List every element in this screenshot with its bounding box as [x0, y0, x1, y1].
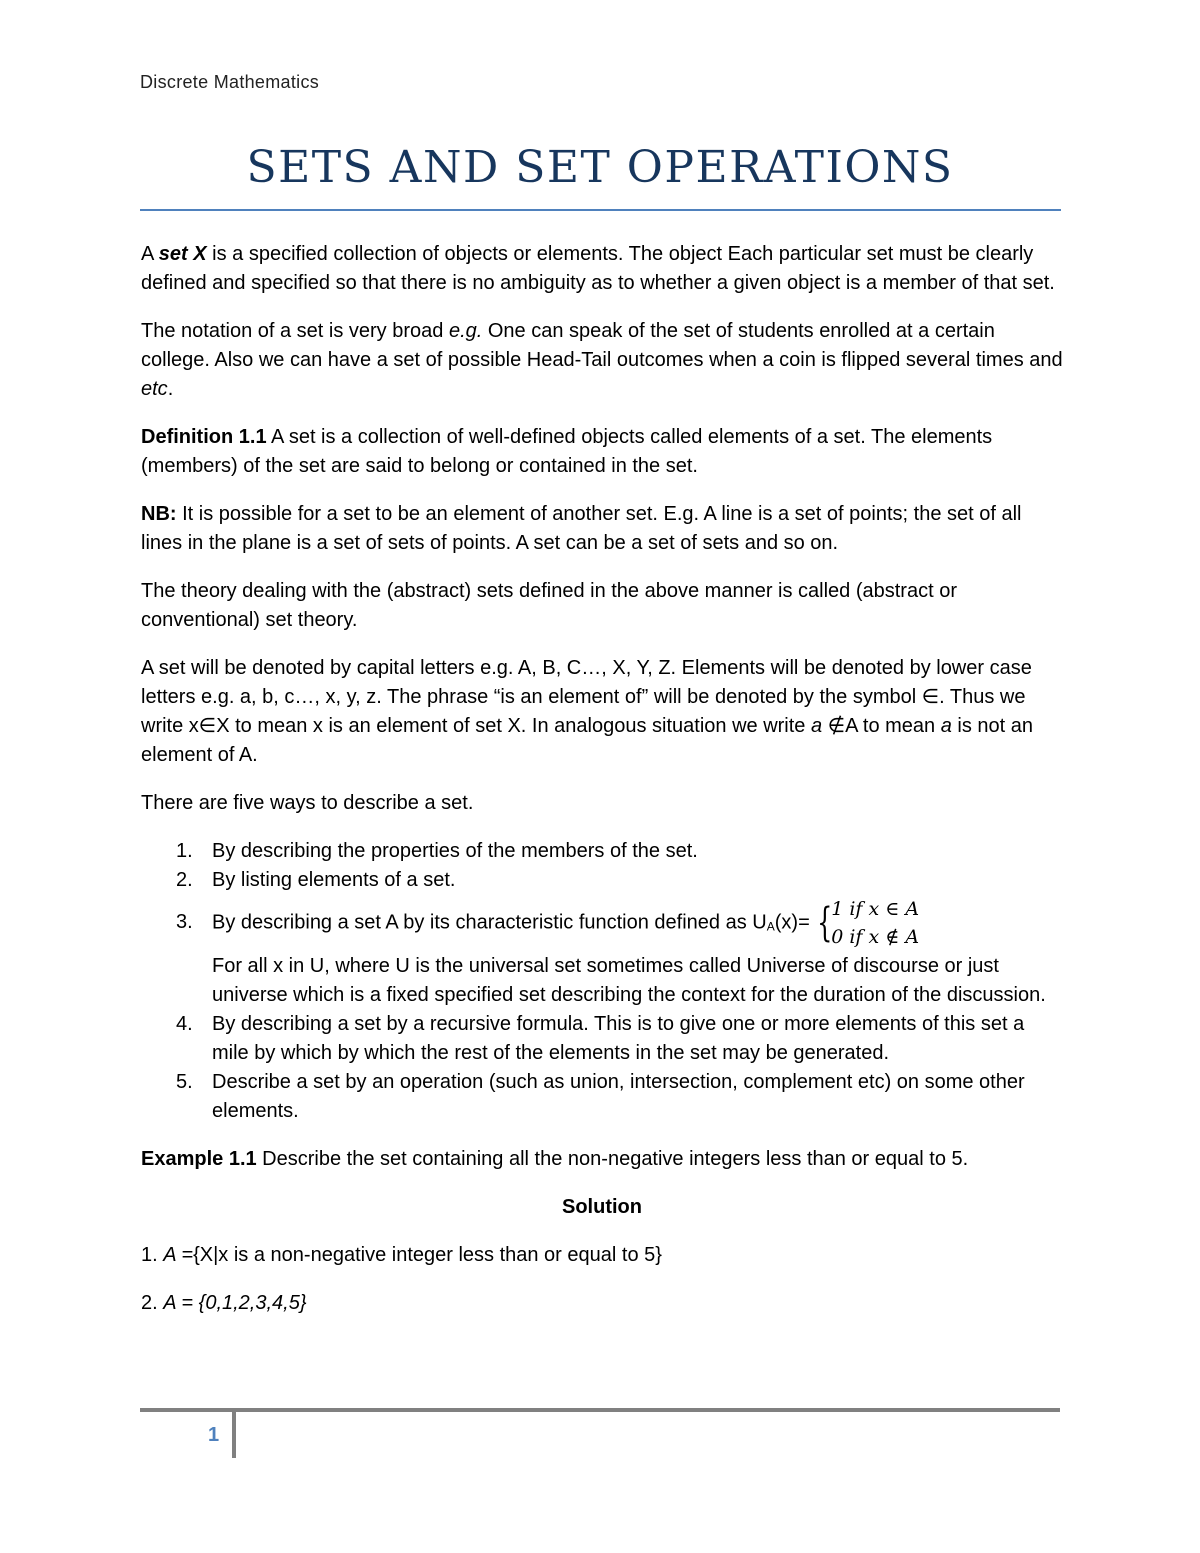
running-header: Discrete Mathematics [140, 72, 320, 92]
text-run: A set will be denoted by capital letters e.g. A, B, C…, X, Y, Z. Elements will be denoted by lower case letters e.g. a, b, c…, x, y, z. The phrase “is an element of” will be denoted by the symbol ∈. Thus we write x∈X to mean x is an element of set X. In analogous situation we write [141, 657, 1032, 737]
text-run: is a specified collection of objects or elements. The object Each particular set must be clearly defined and specified so that there is no ambiguity as to whether a given object is a member of that set. [141, 243, 1055, 294]
paragraph-example [141, 1145, 1063, 1174]
note-text: It is possible for a set to be an element of another set. E.g. A line is a set of points; the set of all lines in the plane is a set of sets of points. A set can be a set of sets and so on. [141, 503, 1022, 554]
definition-label: Definition 1.1 [141, 426, 267, 448]
list-number: 1. [176, 840, 193, 862]
solution-set-listing: A = {0,1,2,3,4,5} [163, 1292, 307, 1314]
characteristic-function [812, 894, 919, 952]
text-run-italic: etc [141, 378, 168, 400]
paragraph-five-ways: There are five ways to describe a set. [141, 792, 474, 814]
paragraph-denotation [141, 654, 1063, 770]
paragraph-set-theory: The theory dealing with the (abstract) sets defined in the above manner is called (abstract or conventional) set theory. [141, 580, 957, 631]
solution-line-2 [141, 1289, 1063, 1318]
paragraph-notation [141, 317, 1063, 404]
text-run: The notation of a set is very broad [141, 320, 449, 342]
solution-line-1 [141, 1241, 1063, 1270]
solution-number: 1. [141, 1244, 164, 1266]
list-item [141, 1068, 1063, 1126]
list-item-continuation: For all x in U, where U is the universal set sometimes called Universe of discourse or just universe which is a fixed specified set describing the context for the duration of the discussion. [212, 955, 1046, 1006]
text-run-italic: a [810, 715, 823, 737]
footer-rule [140, 1408, 1060, 1412]
list-item [141, 1010, 1063, 1068]
note-label: NB: [141, 503, 177, 525]
paragraph-note [141, 500, 1063, 558]
list-item-text: By describing the properties of the members of the set. [212, 840, 698, 862]
text-run: is not an element of A. [141, 715, 1033, 766]
text-run: ∉A to mean [822, 715, 941, 737]
example-text: Describe the set containing all the non-negative integers less than or equal to 5. [256, 1148, 969, 1170]
solution-rhs: {X|x is a non-negative integer less than or equal to 5} [193, 1244, 662, 1266]
list-item-text: By describing a set A by its characteristic function defined as U [212, 911, 767, 934]
list-item-text: Describe a set by an operation (such as union, intersection, complement etc) on some other elements. [212, 1071, 1025, 1122]
example-label: Example 1.1 [141, 1148, 257, 1170]
text-run: A [141, 243, 159, 265]
list-item [141, 837, 1063, 866]
ways-list [141, 837, 1063, 1126]
text-run-italic: e.g. [448, 320, 483, 342]
footer-divider [232, 1410, 236, 1458]
list-item [141, 866, 1063, 895]
paragraph-definition [141, 423, 1063, 481]
list-item-text: (x)= [774, 911, 810, 934]
definition-text: A set is a collection of well-defined objects called elements of a set. The elements (members) of the set are said to belong or contained in the set. [141, 426, 993, 477]
list-number: 5. [176, 1071, 193, 1093]
term-set-x: set X [158, 243, 207, 265]
list-item [141, 894, 1063, 1010]
brace-glyph: { [816, 900, 833, 946]
page-title: SETS AND SET OPERATIONS [246, 142, 954, 193]
piecewise-cases [831, 895, 919, 951]
list-item-text: By listing elements of a set. [212, 869, 456, 891]
page-number: 1 [208, 1424, 220, 1446]
solution-number: 2. [141, 1292, 164, 1314]
paragraph-set-intro [141, 240, 1063, 298]
case-one: 1 if x ∈ A [831, 898, 920, 920]
text-run: . [167, 378, 174, 400]
list-number: 4. [176, 1013, 193, 1035]
case-two: 0 if x ∉ A [831, 926, 920, 948]
title-underline [140, 209, 1061, 211]
document-body [141, 240, 1063, 1337]
solution-heading: Solution [562, 1196, 642, 1218]
subscript: A [766, 919, 775, 934]
list-number: 2. [176, 869, 193, 891]
text-run-italic: a [940, 715, 952, 737]
text-run: One can speak of the set of students enrolled at a certain college. Also we can have a set of possible Head-Tail outcomes when a coin is flipped several times and [141, 320, 1063, 371]
list-number: 3. [176, 911, 193, 933]
solution-lhs: A = [163, 1244, 194, 1266]
list-item-text: By describing a set by a recursive formula. This is to give one or more elements of this set a mile by which by which the rest of the elements in the set may be generated. [212, 1013, 1025, 1064]
